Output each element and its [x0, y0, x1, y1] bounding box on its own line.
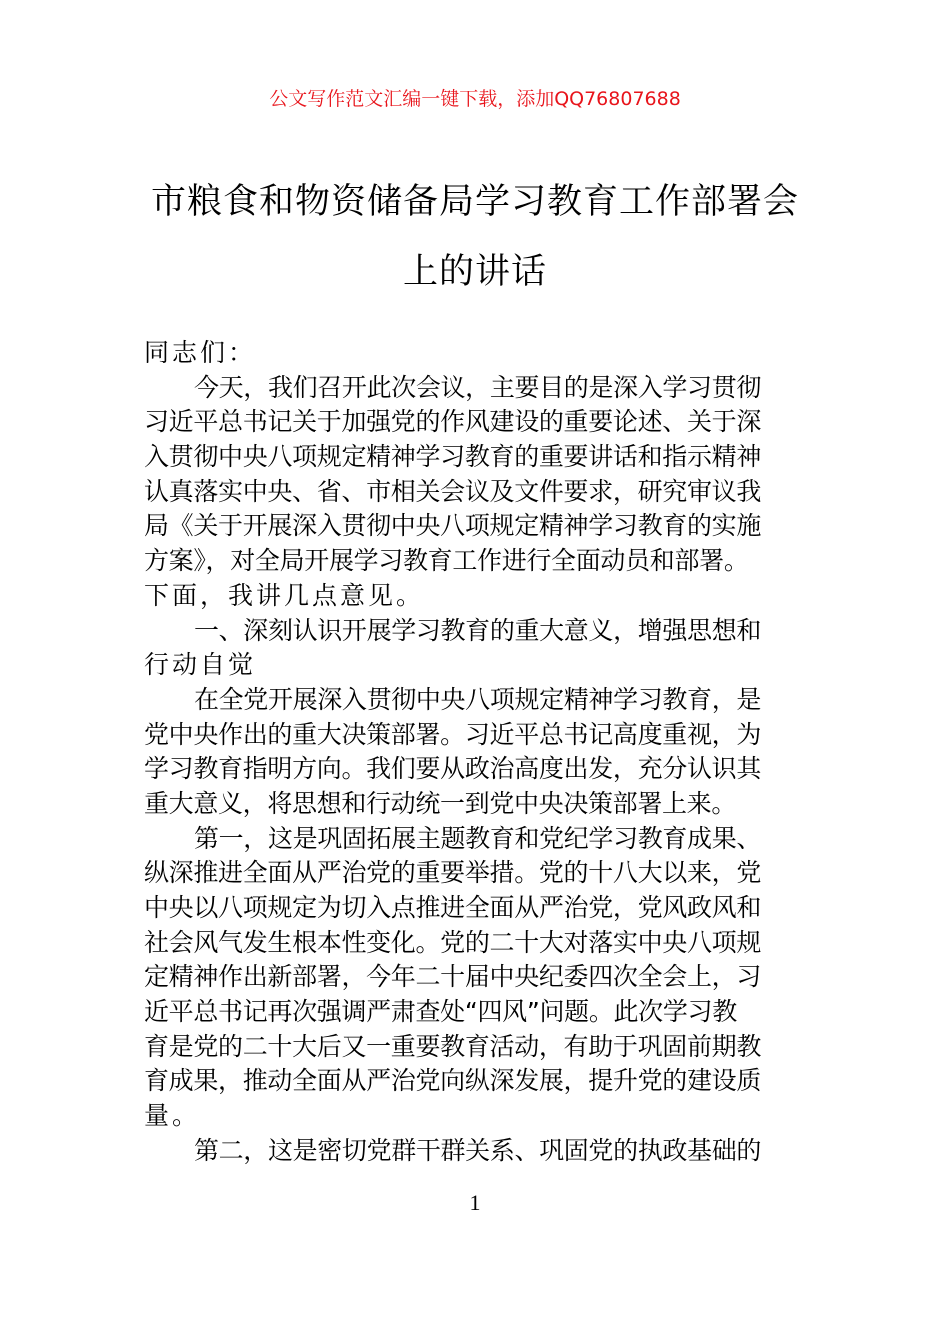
- text-line: 方案》，对全局开展学习教育工作进行全面动员和部署。: [144, 546, 749, 576]
- text-line: 一、深刻认识开展学习教育的重大意义，增强思想和: [194, 615, 762, 645]
- document-body: [144, 336, 814, 1169]
- text-line: 同志们：: [144, 338, 257, 367]
- text-line: 下面，我讲几点意见。: [144, 580, 425, 610]
- text-line: 量。: [144, 1101, 201, 1131]
- text-line: 认真落实中央、省、市相关会议及文件要求，研究审议我: [144, 476, 762, 506]
- text-line: 入贯彻中央八项规定精神学习教育的重要讲话和指示精神: [144, 442, 762, 472]
- download-watermark-header: 公文写作范文汇编一键下载，添加QQ76807688: [269, 88, 681, 110]
- text-line: 第二，这是密切党群干群关系、巩固党的执政基础的: [194, 1135, 762, 1165]
- text-line: 习近平总书记关于加强党的作风建设的重要论述、关于深: [144, 407, 762, 437]
- text-line: 社会风气发生根本性变化。党的二十大对落实中央八项规: [144, 927, 762, 957]
- text-line: 育成果，推动全面从严治党向纵深发展，提升党的建设质: [144, 1066, 762, 1096]
- document-title-line-1: 市粮食和物资储备局学习教育工作部署会: [150, 182, 799, 222]
- text-line: 纵深推进全面从严治党的重要举措。党的十八大以来，党: [144, 858, 762, 888]
- text-line: 今天，我们召开此次会议，主要目的是深入学习贯彻: [194, 372, 762, 402]
- text-line: 局《关于开展深入贯彻中央八项规定精神学习教育的实施: [144, 511, 762, 541]
- text-line: 行动自觉: [144, 650, 257, 680]
- text-line: 重大意义，将思想和行动统一到党中央决策部署上来。: [144, 788, 737, 818]
- text-line: 中央以八项规定为切入点推进全面从严治党，党风政风和: [144, 893, 762, 922]
- text-line: 育是党的二十大后又一重要教育活动，有助于巩固前期教: [144, 1031, 762, 1061]
- text-line: 学习教育指明方向。我们要从政治高度出发，充分认识其: [144, 754, 762, 784]
- text-line: 在全党开展深入贯彻中央八项规定精神学习教育，是: [194, 684, 762, 714]
- text-line: 近平总书记再次强调严肃查处“四风”问题。此次学习教: [144, 997, 737, 1027]
- page-number: 1: [469, 1190, 481, 1215]
- text-line: 定精神作出新部署，今年二十届中央纪委四次全会上，习: [144, 962, 762, 992]
- document-title-line-2: 上的讲话: [402, 252, 547, 292]
- text-line: 党中央作出的重大决策部署。习近平总书记高度重视，为: [144, 719, 762, 749]
- text-line: 第一，这是巩固拓展主题教育和党纪学习教育成果、: [194, 823, 762, 853]
